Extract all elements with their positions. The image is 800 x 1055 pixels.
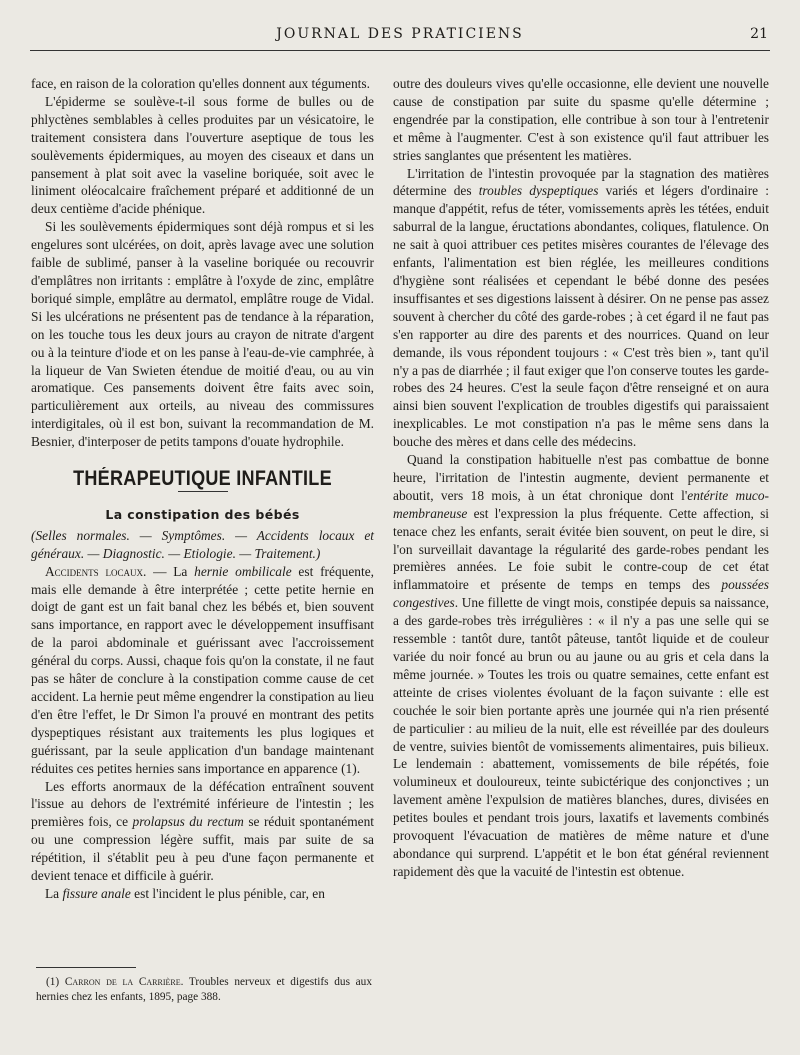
section-title: THÉRAPEUTIQUE INFANTILE [73,467,332,491]
emphasis: fissure anale [62,885,131,901]
emphasis: troubles dyspeptiques [478,183,599,199]
text-run: est fréquente, mais elle demande à être interprétée ; cette petite hernie en doigt de gant est un fait banal chez les bébés et, bien souvent sans importance, en rapport avec le développement insuffisant de la paroi abdominale et guérissant avec l'accroissement général du corps. Aussi, chaque fois qu'on la constate, il ne faut pas se hâter de conclure à la constipation comme cause de cet accident. La hernie peut même engendrer la constipation au lieu d'en être l'effet, le Dr Simon l'a prouvé en montrant des petits dyspeptiques résistant aux traitements les plus logiques et guérissant, par la seule application d'un bandage maintenant réduites ces petites hernies sans importance en apparence (1). [31,563,374,776]
running-header [30,26,770,48]
footnote [36,975,372,1005]
section-rule [178,491,228,492]
text-run: variés et légers d'ordinaire : manque d'appétit, refus de téter, vomissements après les tétées, enduit saburral de la langue, éructations abondantes, coliques, flatulence. On ne sait à quoi attribuer ces petites misères courantes de l'élevage des enfants, l'alimentation est bien réglée, les meilleures conditions d'hygiène sont réalisées et cependant le bébé donne des pesées insuffisantes et ses digestions laissent à désirer. On ne pense pas assez souvent à chercher du côté des garde-robes ; à cet égard il ne faut pas s'en rapporter au dire des parents et des nourrices. Quand on leur demande, ils vous répondent toujours : « C'est très bien », tant qu'il n'y a pas de diarrhée ; il faut exiger que l'on conserve toutes les garde-robes des 24 heures. C'est la seule façon d'être renseigné et on aura ainsi bien souvent l'explication de troubles digestifs qui paraissaient inexplicables. Le mot constipation n'a pas le même sens dans la bouche des mères et dans celle des médecins. [393,183,769,450]
footnote-author: Carron de la Carrière [64,976,181,988]
text-run: — La [146,563,195,579]
footnote-rule [36,967,136,968]
text-run: est l'expression la plus fréquente. Cette affection, si tenace chez les enfants, serait évitée bien souvent, on peut le dire, si l'on surveillait davantage la régularité des garde-robes pendant les premières années. Le foie subit le contre-coup de cet état inflammatoire et présente de temps en temps des [393,505,769,593]
paragraph: L'épiderme se soulève-t-il sous forme de bulles ou de phlyctènes semblables à celles produites par un vésicatoire, le traitement consistera dans l'ouverture aseptique de tous les soulèvements épidermiques, au moyen des ciseaux et dans un pansement à plat soit avec la vaseline boriquée, soit avec le liniment oléocalcaire fraîchement préparé et additionné de un deux centième d'acide phénique. [31,93,374,217]
paragraph [31,778,374,885]
journal-title: JOURNAL DES PRATICIENS [276,26,524,42]
paragraph [393,165,769,452]
text-run: L'irritation de l'intestin provoquée par la stagnation des matières détermine des [393,165,769,199]
paragraph: face, en raison de la coloration qu'elles donnent aux téguments. [31,76,370,91]
article-summary: (Selles normales. — Symptômes. — Accidents locaux et généraux. — Diagnostic. — Etiologie. — Traitement.) [31,527,374,561]
paragraph: Si les soulèvements épidermiques sont déjà rompus et si les engelures sont ulcérées, on doit, après lavage avec une solution faible de sublimé, panser à la vaseline boriquée ou recouvrir d'emplâtres non irritants : emplâtre à l'oxyde de zinc, emplâtre boriqué simple, emplâtre au dermatol, emplâtre rouge de Vidal. Si les ulcérations ne présentent pas de tendance à la réparation, on les touche tous les deux jours au crayon de nitrate d'argent ou à la teinture d'iode et on les panse à l'eau-de-vie camphrée, à la liqueur de Van Swieten étendue de moitié d'eau, ou au vin aromatique. Ces pansements doivent être faits avec soin, particulièrement aux orteils, au niveau des commissures interdigitales, où il est bon, suivant la recommandation de M. Besnier, d'interposer de petits tampons d'ouate hydrophile. [31,219,374,450]
footnote-text: . Troubles nerveux et digestifs dus aux hernies chez les enfants, 1895, page 388. [36,976,372,1003]
text-run: La [45,885,63,901]
emphasis: prolapsus du rectum [132,814,244,830]
paragraph [393,451,769,881]
left-column [31,75,374,903]
emphasis: hernie ombilicale [194,563,292,579]
emphasis: poussées congestives [393,577,769,611]
right-column [393,75,769,881]
run-in-heading: Accidents locaux. [45,563,147,579]
emphasis: entérite muco-membraneuse [393,487,769,521]
header-rule [30,50,770,51]
footnote-mark: (1) [46,976,65,988]
paragraph: outre des douleurs vives qu'elle occasionne, elle devient une nouvelle cause de constipation par suite du spasme qu'elle détermine ; engendrée par la constipation, elle contribue à son tour à l'entretenir et même à l'augmenter. C'est à son existence qu'il faut attribuer les stries sanglantes que présentent les matières. [393,76,769,163]
text-run: . Une fillette de vingt mois, constipée depuis sa naissance, a des garde-robes très irrégulières : « il n'y a pas une selle qui se ressemble : tantôt dure, tantôt pâteuse, tantôt liquide et de couleur variée du noir foncé au brun ou au jaune ou au gris et cela dans la même journée. » Toutes les trois ou quatre semaines, cette enfant est atteinte de crises violentes évoluant de la façon suivante : elle est couchée le soir bien portante après une journée qui n'a rien présenté de particulier : au milieu de la nuit, elle est réveillée par des douleurs de ventre, suivies bientôt de vomissements alimentaires, puis bilieux. Le lendemain : abattement, vomissements de bile répétés, foie volumineux et douloureux, teinte subictérique des conjonctives ; un lavement amène l'expulsion de matières blanches, dures, divisées en petites boules et pendant trois jours, laxatifs et lavements combinés provoquent l'évacuation de matières de même nature et d'une abondance qui surprend. L'appétit et le bon état général reviennent rapidement dès que la vacuité de l'intestin est obtenue. [393,595,769,879]
text-run: Les efforts anormaux de la défécation entraînent souvent l'issue au dehors de l'extrémité inférieure de l'intestin ; les premières fois, ce [31,778,374,830]
paragraph [31,563,374,778]
text-run: est l'incident le plus pénible, car, en [130,885,325,901]
text-run: Quand la constipation habituelle n'est pas combattue de bonne heure, l'irritation de l'intestin augmente, devient permanente et aboutit, vers 18 mois, à un état chronique dont l' [393,452,769,503]
article-subtitle: La constipation des bébés [105,506,300,522]
page-number: 21 [750,26,768,42]
text-run: se réduit spontanément ou une compression légère suffit, mais par suite de sa répétition, il s'établit peu à peu d'une façon permanente et devient tenace et difficile à guérir. [31,814,375,884]
paragraph [31,885,374,903]
